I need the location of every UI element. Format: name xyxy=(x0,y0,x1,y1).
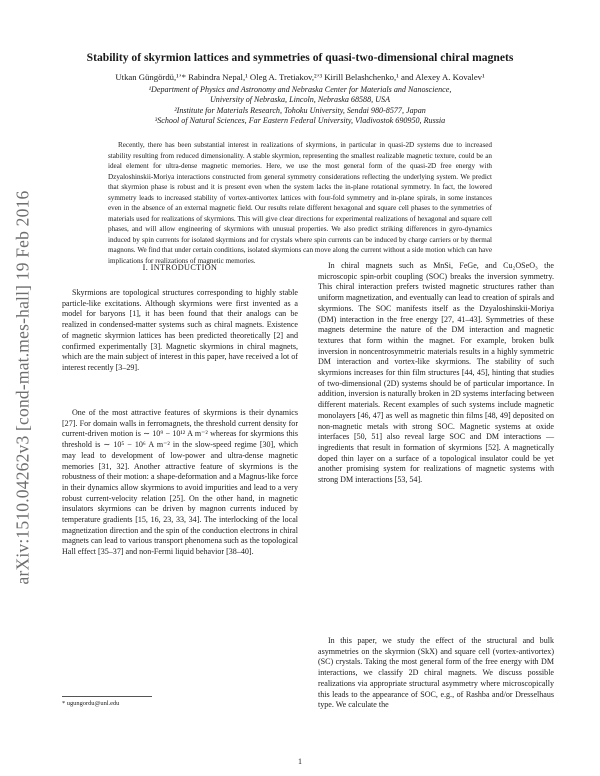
page-number: 1 xyxy=(298,757,302,766)
paper-title: Stability of skyrmion lattices and symmetries of quasi-two-dimensional chiral magnets xyxy=(86,51,514,64)
body-paragraph: In chiral magnets such as MnSi, FeGe, and Cu₂OSeO₃ the microscopic spin-orbit coupling (SOC) breaks the inversion symmetry. This chiral interaction prefers twisted magnetic structures rather than uniform magnetization, and eventually can lead to creation of spirals and skyrmions. The SOC manifests itself as the Dzyaloshinskii-Moriya (DM) interaction in the free energy [27, 41–43]. Symmetries of these magnets determine the nature of the DM interaction and magnetic textures that form within the magnet. For example, broken bulk inversion in noncentrosymmetric materials results in a highly symmetric DM interaction and vortex-like skyrmions. The stability of such skyrmions increases for thin film structures [44, 45], hinting that studies of two-dimensional (2D) systems should be of particular importance. In addition, inversion is naturally broken in 2D systems interfacing between different materials. Recent examples of such systems include magnetic monolayers [46, 47] as well as magnetic thin films [48, 49] deposited on non-magnetic metals with strong SOC. Magnetic systems at oxide interfaces [50, 51] also reveal large SOC and DM interactions — ingredients that result in formation of skyrmions [52]. A magnetically doped thin layer on a surface of a topological insulator could be yet another promising system for realizations of magnetic systems with strong DM interactions [53, 54]. xyxy=(318,261,554,485)
footnote-divider xyxy=(62,696,152,697)
right-column-paragraph-2 xyxy=(318,636,554,711)
affiliation-line: University of Nebraska, Lincoln, Nebraska 68588, USA xyxy=(209,95,391,105)
body-paragraph: In this paper, we study the effect of the structural and bulk asymmetries on the skyrmion (SkX) and square cell (vortex-antivortex) (SC) crystals. Taking the most general form of the free energy with DM interactions, we classify 2D chiral magnets. We discuss possible realizations via appropriate structural asymmetry where microscopically this leads to the appearance of SOC, e.g., of Rashba and/or Dresselhaus type. We calculate the xyxy=(318,636,554,710)
affiliations xyxy=(40,85,560,127)
body-paragraph: Skyrmions are topological structures corresponding to highly stable particle-like excitations. Although skyrmions were first invented as a model for baryons [1], it has been found that their analogs can be realized in condensed-matter systems such as chiral magnets. Existence of magnetic skyrmion lattices has been predicted theoretically [2] and confirmed experimentally [3]. Magnetic skyrmions in chiral magnets, which are the main subject of interest in this paper, have received a lot of interest recently [3–29]. xyxy=(62,288,298,372)
section-heading: I. INTRODUCTION xyxy=(142,263,218,272)
left-column-paragraph-1 xyxy=(62,288,298,374)
affiliation-line: ³School of Natural Sciences, Far Eastern Federal University, Vladivostok 690950, Russia xyxy=(154,116,446,126)
right-column-paragraph-1 xyxy=(318,261,554,486)
footnote-email: * ugungordu@unl.edu xyxy=(62,700,120,707)
abstract: Recently, there has been substantial interest in realizations of skyrmions, in particular in quasi-2D systems due to increased stability resulting from reduced dimensionality. A stable skyrmion, representing the smallest realizable magnetic texture, could be an ideal element for ultra-dense magnetic memories. Here, we use the most general form of the quasi-2D free energy with Dzyaloshinskii-Moriya interactions constructed from general symmetry considerations reflecting the underlying system. We predict that skyrmion phase is robust and it is present even when the system lacks the in-plane rotational symmetry. In fact, the lowered symmetry leads to increased stability of vortex-antivortex lattices with four-fold symmetry and in-plane spirals, in some instances even in the absence of an external magnetic field. Our results relate different hexagonal and square cell phases to the symmetries of materials used for realizations of skyrmions. This will give clear directions for experimental realizations of hexagonal and square cell phases, and will allow engineering of skyrmions with unusual properties. We also predict striking differences in gyro-dynamics induced by spin currents for isolated skyrmions and for crystals where spin currents can be induced by charge carriers or by thermal magnons. We find that under certain conditions, isolated skyrmions can move along the current without a side motion which can have implications for realizations of magnetic memories. xyxy=(108,141,492,266)
author-list: Utkan Güngördü,¹ʼ* Rabindra Nepal,¹ Oleg A. Tretiakov,²ʼ³ Kirill Belashchenko,¹ and Alexey A. Kovalev¹ xyxy=(115,72,485,82)
affiliation-line: ²Institute for Materials Research, Tohoku University, Sendai 980-8577, Japan xyxy=(174,105,426,115)
arxiv-stamp-text: arXiv:1510.04262v3 [cond-mat.mes-hall] 19 Feb 2016 xyxy=(12,190,33,584)
affiliation-line: ¹Department of Physics and Astronomy and Nebraska Center for Materials and Nanoscience, xyxy=(148,85,452,94)
arxiv-identifier-stamp xyxy=(10,132,36,642)
body-paragraph: One of the most attractive features of skyrmions is their dynamics [27]. For domain walls in ferromagnets, the threshold current density for current-driven motion is ∼ 10⁹ − 10¹² A m⁻² whereas for skyrmions this threshold is ∼ 10⁵ − 10⁶ A m⁻² in the slow-speed regime [30], which may lead to development of low-power and ultra-dense magnetic memories [31, 32]. Another attractive feature of skyrmions is the robustness of their motion: a shape-deformation and a Magnus-like force in their dynamics allow skyrmions to avoid impurities and lead to a very robust current-velocity relation [25]. On the other hand, in magnetic insulators skyrmions can be driven by magnon currents induced by temperature gradients [15, 16, 23, 33, 34]. The interlocking of the local magnetization direction and the spin of the conduction electrons in chiral magnets can lead to various transport phenomena such as the topological Hall effect [35–37] and non-Fermi liquid behavior [38–40]. xyxy=(62,408,298,557)
left-column-paragraph-2 xyxy=(62,408,298,558)
